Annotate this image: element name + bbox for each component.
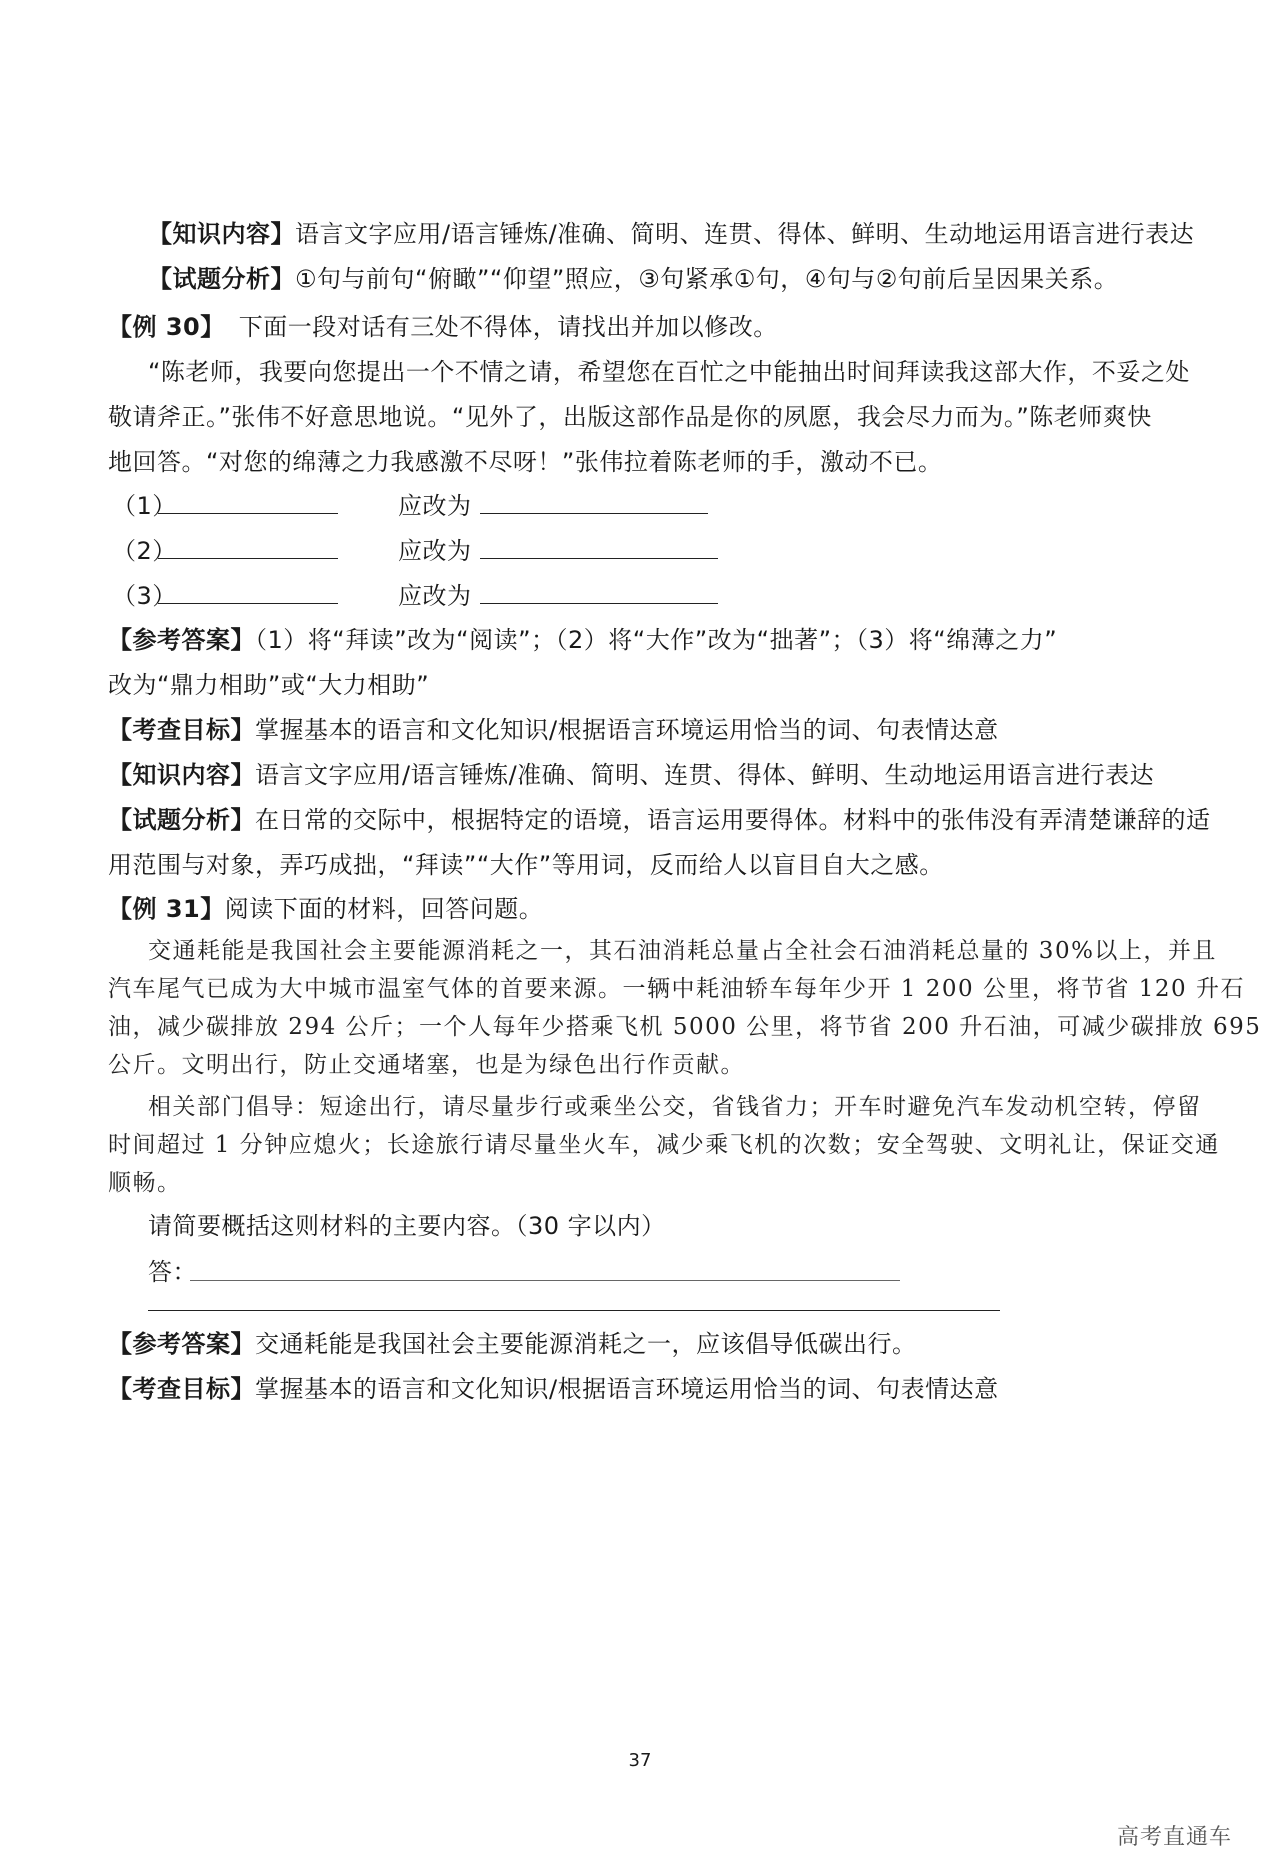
page-number: 37 (628, 1750, 652, 1771)
watermark: 高考直通车 (1116, 1825, 1232, 1850)
analysis-text: 在日常的交际中，根据特定的语境，语言运用要得体。材料中的张伟没有弄清楚谦辞的适 (255, 806, 1211, 834)
answer-blank-original[interactable] (158, 513, 338, 514)
answer-blank-corrected[interactable] (480, 558, 718, 559)
analysis-label: 【试题分析】 (148, 265, 295, 293)
paragraph-line: 敬请斧正。”张伟不好意思地说。“见外了，出版这部作品是你的夙愿，我会尽力而为。”陈老师爽快 (108, 403, 1152, 431)
knowledge-line (108, 759, 1154, 791)
knowledge-line-top (148, 218, 1194, 250)
material-line: 时间超过 1 分钟应熄火；长途旅行请尽量坐火车，减少乘飞机的次数；安全驾驶、文明礼让，保证交通 (108, 1132, 1220, 1158)
answer-line-2[interactable] (148, 1310, 1000, 1311)
analysis-cont: 用范围与对象，弄巧成拙，“拜读”“大作”等用词，反而给人以盲目自大之感。 (108, 851, 944, 879)
material-line: 顺畅。 (108, 1170, 182, 1196)
paragraph-line: “陈老师，我要向您提出一个不情之请，希望您在百忙之中能抽出时间拜读我这部大作，不妥之处 (148, 358, 1190, 386)
answer-blank-original[interactable] (158, 558, 338, 559)
paragraph-line: 地回答。“对您的绵薄之力我感激不尽呀！”张伟拉着陈老师的手，激动不已。 (108, 448, 943, 476)
should-change-label: 应改为 (398, 537, 472, 565)
analysis-line-top (148, 263, 1118, 295)
goal-line (108, 714, 999, 746)
reference-answer-cont: 改为“鼎力相助”或“大力相助” (108, 671, 430, 699)
answer-line-1[interactable] (190, 1280, 900, 1281)
knowledge-label: 【知识内容】 (148, 220, 295, 248)
knowledge-text: 语言文字应用/语言锤炼/准确、简明、连贯、得体、鲜明、生动地运用语言进行表达 (255, 761, 1155, 789)
answer-prefix: 答： (148, 1258, 197, 1286)
material-line: 交通耗能是我国社会主要能源消耗之一，其石油消耗总量占全社会石油消耗总量的 30%以上，并且 (148, 938, 1217, 964)
goal-text: 掌握基本的语言和文化知识/根据语言环境运用恰当的词、句表情达意 (255, 716, 999, 744)
knowledge-label: 【知识内容】 (108, 761, 255, 789)
item-number: （2） (112, 537, 177, 565)
prompt-text: 请简要概括这则材料的主要内容。（30 字以内） (148, 1212, 666, 1240)
item-number: （3） (112, 582, 177, 610)
should-change-label: 应改为 (398, 492, 472, 520)
example-31-question: 阅读下面的材料，回答问题。 (224, 895, 544, 923)
analysis-text: ①句与前句“俯瞰”“仰望”照应，③句紧承①句，④句与②句前后呈因果关系。 (295, 265, 1119, 293)
reference-answer-line (108, 624, 1057, 656)
material-line: 油，减少碳排放 294 公斤；一个人每年少搭乘飞机 5000 公里，将节省 200 升石油，可减少碳排放 695 (108, 1014, 1262, 1040)
answer-blank-corrected[interactable] (480, 603, 718, 604)
reference-answer-line (108, 1328, 917, 1360)
example-31-label: 【例 31】 (108, 895, 225, 923)
should-change-label: 应改为 (398, 582, 472, 610)
knowledge-text: 语言文字应用/语言锤炼/准确、简明、连贯、得体、鲜明、生动地运用语言进行表达 (295, 220, 1195, 248)
material-line: 汽车尾气已成为大中城市温室气体的首要来源。一辆中耗油轿车每年少开 1 200 公里，将节省 120 升石 (108, 976, 1245, 1002)
analysis-label: 【试题分析】 (108, 806, 255, 834)
reference-answer-label: 【参考答案】 (108, 626, 255, 654)
material-line: 公斤。文明出行，防止交通堵塞，也是为绿色出行作贡献。 (108, 1052, 745, 1078)
example-31-heading (108, 893, 543, 925)
goal-label: 【考查目标】 (108, 1375, 255, 1403)
reference-answer-text: 交通耗能是我国社会主要能源消耗之一，应该倡导低碳出行。 (255, 1330, 917, 1358)
item-number: （1） (112, 492, 177, 520)
example-30-question: 下面一段对话有三处不得体，请找出并加以修改。 (238, 313, 778, 341)
reference-answer-label: 【参考答案】 (108, 1330, 255, 1358)
goal-line (108, 1373, 999, 1405)
analysis-line (108, 804, 1211, 836)
answer-blank-corrected[interactable] (480, 513, 708, 514)
answer-blank-original[interactable] (158, 603, 338, 604)
goal-label: 【考查目标】 (108, 716, 255, 744)
example-30-label: 【例 30】 (108, 313, 225, 341)
goal-text: 掌握基本的语言和文化知识/根据语言环境运用恰当的词、句表情达意 (255, 1375, 999, 1403)
material-line: 相关部门倡导：短途出行，请尽量步行或乘坐公交，省钱省力；开车时避免汽车发动机空转，停留 (148, 1094, 1202, 1120)
example-30-heading (108, 311, 778, 343)
reference-answer-text: （1）将“拜读”改为“阅读”；（2）将“大作”改为“拙著”；（3）将“绵薄之力” (255, 626, 1058, 654)
